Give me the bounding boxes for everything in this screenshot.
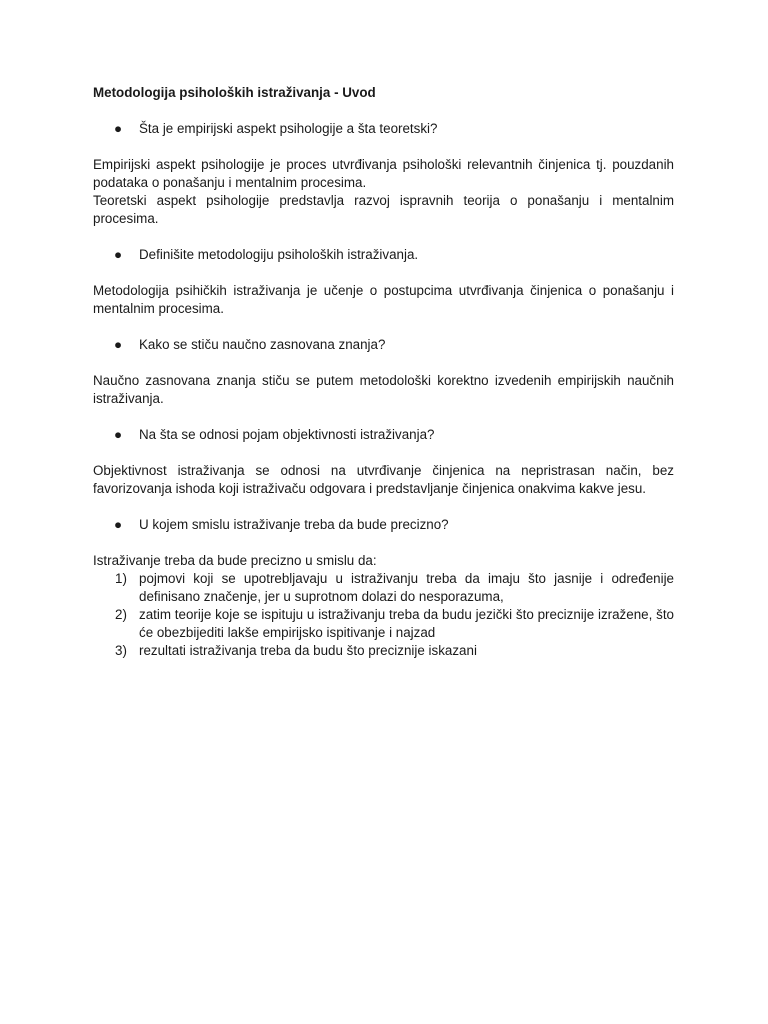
bullet-icon: ● (114, 247, 123, 262)
answer-5-intro: Istraživanje treba da bude precizno u smislu da: (93, 553, 377, 568)
answer-2 (93, 282, 674, 318)
question-text: U kojem smislu istraživanje treba da bude precizno? (139, 517, 449, 532)
answer-paragraph: Teoretski aspekt psihologije predstavlja razvoj ispravnih teorija o ponašanju i mentalnim procesima. (93, 193, 674, 226)
question-text: Kako se stiču naučno zasnovana znanja? (139, 337, 386, 352)
bullet-icon: ● (114, 337, 123, 352)
answer-paragraph: Empirijski aspekt psihologije je proces utvrđivanja psihološki relevantnih činjenica tj. pouzdanih podataka o ponašanju i mentalnim procesima. (93, 157, 674, 190)
answer-paragraph: Naučno zasnovana znanja stiču se putem metodološki korektno izvedenih empirijskih naučnih istraživanja. (93, 373, 674, 406)
question-text: Šta je empirijski aspekt psihologije a šta teoretski? (139, 121, 438, 136)
question-1 (93, 120, 674, 138)
question-text: Na šta se odnosi pojam objektivnosti istraživanja? (139, 427, 435, 442)
list-item-text: rezultati istraživanja treba da budu što preciznije iskazani (139, 643, 477, 658)
question-4 (93, 426, 674, 444)
answer-paragraph: Objektivnost istraživanja se odnosi na utvrđivanje činjenica na nepristrasan način, bez favorizovanja ishoda koji istraživaču odgovara i predstavljanje činjenica onakvima kakve jesu. (93, 463, 674, 496)
answer-1 (93, 156, 674, 228)
document-page (93, 84, 674, 660)
question-3 (93, 336, 674, 354)
list-item (93, 642, 674, 660)
question-2 (93, 246, 674, 264)
list-item-text: zatim teorije koje se ispituju u istraživanju treba da budu jezički što preciznije izražene, što će obezbijediti lakše empirijsko ispitivanje i najzad (139, 607, 674, 640)
bullet-icon: ● (114, 121, 123, 136)
list-item-text: pojmovi koji se upotrebljavaju u istraživanju treba da imaju što jasnije i određenije definisano značenje, jer u suprotnom dolazi do nesporazuma, (139, 571, 674, 604)
answer-paragraph: Metodologija psihičkih istraživanja je učenje o postupcima utvrđivanja činjenica o ponašanju i mentalnim procesima. (93, 283, 674, 316)
list-number: 3) (115, 643, 127, 658)
bullet-icon: ● (114, 517, 123, 532)
bullet-icon: ● (114, 427, 123, 442)
answer-3 (93, 372, 674, 408)
list-number: 1) (115, 571, 127, 586)
question-5 (93, 516, 674, 534)
list-number: 2) (115, 607, 127, 622)
answer-5-list (93, 570, 674, 660)
question-text: Definišite metodologiju psiholoških istraživanja. (139, 247, 419, 262)
list-item (93, 570, 674, 606)
document-title: Metodologija psiholoških istraživanja - Uvod (93, 85, 376, 100)
list-item (93, 606, 674, 642)
answer-4 (93, 462, 674, 498)
